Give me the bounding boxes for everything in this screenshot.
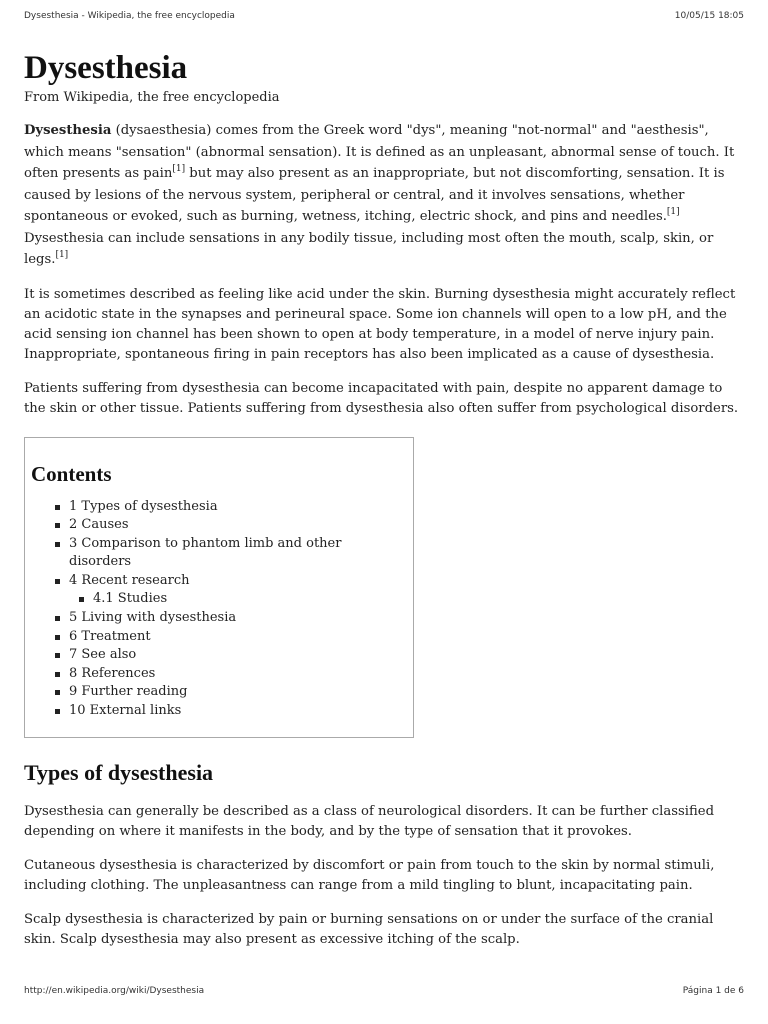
intro-term: Dysesthesia	[24, 123, 112, 138]
print-header	[24, 11, 744, 21]
print-footer	[24, 986, 744, 996]
reference-link-2[interactable]: [1]	[666, 207, 680, 217]
toc-item-studies[interactable]: 4.1 Studies	[77, 590, 407, 609]
toc-item-treatment[interactable]: 6 Treatment	[53, 628, 407, 647]
toc-list	[31, 498, 407, 721]
intro-text-2: but may also present as an inappropriate, but not discomforting, sensation. It is caused by lesions of the nervous system, peripheral or central, and it involves sensations, whether spontaneous or evoked, such as burning, wetness, itching, electric shock, and pins and needles.	[24, 166, 725, 224]
intro-paragraph	[24, 120, 748, 271]
print-header-title: Dysesthesia - Wikipedia, the free encyclopedia	[24, 11, 235, 21]
toc-item-references[interactable]: 8 References	[53, 665, 407, 684]
toc-item-further-reading[interactable]: 9 Further reading	[53, 683, 407, 702]
article-subtitle: From Wikipedia, the free encyclopedia	[24, 90, 280, 105]
intro-text-1: (dysaesthesia) comes from the Greek word "dys", meaning "not-normal" and "aesthesis", which means "sensation" (abnormal sensation). It is defined as an unpleasant, abnormal sense of touch. It often presents as pain	[24, 123, 735, 181]
print-header-datetime: 10/05/15 18:05	[674, 11, 744, 21]
toc-item-external-links[interactable]: 10 External links	[53, 702, 407, 721]
types-paragraph-2: Cutaneous dysesthesia is characterized by discomfort or pain from touch to the skin by normal stimuli, including clothing. The unpleasantness can range from a mild tingling to blunt, incapacitating pain.	[24, 857, 715, 893]
article-title: Dysesthesia	[24, 50, 188, 86]
reference-link-1[interactable]: [1]	[172, 164, 186, 174]
toc-item-types[interactable]: 1 Types of dysesthesia	[53, 498, 407, 517]
toc-item-recent-research[interactable]: 4 Recent research	[53, 572, 407, 591]
toc-sublist	[53, 590, 407, 609]
reference-link-3[interactable]: [1]	[55, 250, 69, 260]
types-paragraph-1: Dysesthesia can generally be described as a class of neurological disorders. It can be further classified depending on where it manifests in the body, and by the type of sensation that it provokes.	[24, 803, 715, 839]
paragraph-patients: Patients suffering from dysesthesia can become incapacitated with pain, despite no apparent damage to the skin or other tissue. Patients suffering from dysesthesia also often suffer from psychological disorders.	[24, 380, 739, 416]
toc-item-comparison[interactable]: 3 Comparison to phantom limb and other disorders	[53, 535, 407, 572]
toc-item-living[interactable]: 5 Living with dysesthesia	[53, 609, 407, 628]
print-footer-page: Página 1 de 6	[682, 986, 744, 996]
types-paragraph-3: Scalp dysesthesia is characterized by pain or burning sensations on or under the surface of the cranial skin. Scalp dysesthesia may also present as excessive itching of the scalp.	[24, 911, 714, 947]
toc-item-causes[interactable]: 2 Causes	[53, 516, 407, 535]
paragraph-acid: It is sometimes described as feeling like acid under the skin. Burning dysesthesia might accurately reflect an acidotic state in the synapses and perineural space. Some ion channels will open to a low pH, and the acid sensing ion channel has been shown to open at body temperature, in a model of nerve injury pain. Inappropriate, spontaneous firing in pain receptors has also been implicated as a cause of dysesthesia.	[24, 286, 736, 362]
article-page	[24, 46, 748, 964]
toc-subitem-container	[53, 590, 407, 609]
intro-text-3: Dysesthesia can include sensations in any bodily tissue, including most often the mouth, scalp, skin, or legs.	[24, 230, 714, 267]
section-heading-types: Types of dysesthesia	[24, 759, 214, 785]
table-of-contents	[24, 437, 414, 738]
print-footer-url: http://en.wikipedia.org/wiki/Dysesthesia	[24, 986, 205, 996]
toc-title: Contents	[31, 461, 112, 486]
toc-item-see-also[interactable]: 7 See also	[53, 646, 407, 665]
